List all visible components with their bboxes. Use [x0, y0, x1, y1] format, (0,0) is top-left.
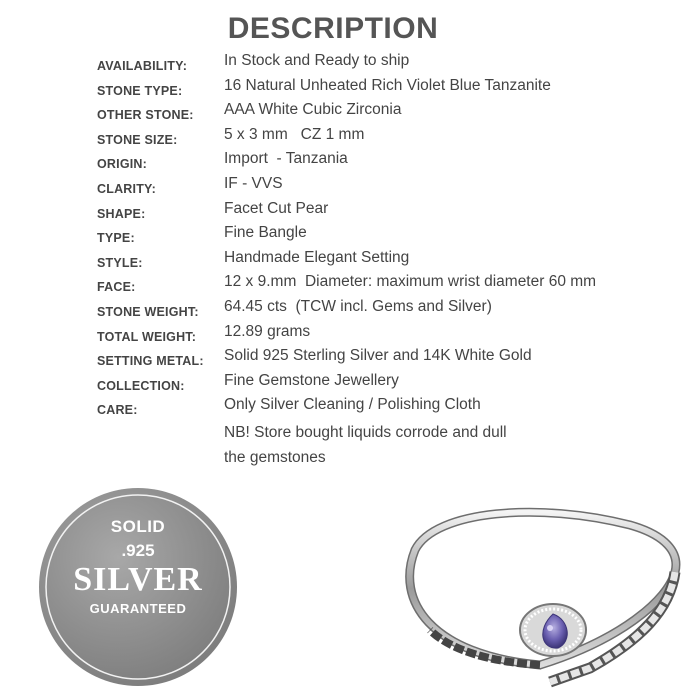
spec-value: 12.89 grams: [224, 322, 311, 340]
spec-value: 64.45 cts (TCW incl. Gems and Silver): [224, 297, 492, 315]
spec-value: AAA White Cubic Zirconia: [224, 101, 402, 119]
spec-label: OTHER STONE:: [97, 108, 194, 123]
spec-label: TOTAL WEIGHT:: [97, 329, 197, 344]
spec-value: 16 Natural Unheated Rich Violet Blue Tanzanite: [224, 76, 551, 94]
spec-label: STONE WEIGHT:: [97, 304, 199, 319]
spec-label: ORIGIN:: [97, 157, 148, 172]
spec-value: 12 x 9.mm Diameter: maximum wrist diameter 60 mm: [224, 273, 597, 291]
care-note-line-2: the gemstones: [224, 449, 326, 466]
spec-value: Import - Tanzania: [224, 150, 348, 168]
spec-value: IF - VVS: [224, 174, 283, 192]
spec-label: SETTING METAL:: [97, 354, 204, 369]
spec-label: CARE:: [97, 403, 138, 418]
spec-label: STONE SIZE:: [97, 132, 178, 147]
spec-label: SHAPE:: [97, 206, 146, 221]
spec-value: In Stock and Ready to ship: [224, 52, 410, 69]
seal-line-solid: SOLID: [110, 517, 166, 536]
spec-value: Only Silver Cleaning / Polishing Cloth: [224, 396, 481, 414]
spec-label: FACE:: [97, 280, 136, 295]
bangle-icon: [390, 490, 690, 690]
spec-value: Fine Bangle: [224, 224, 307, 242]
spec-label: TYPE:: [97, 231, 135, 246]
page-title: DESCRIPTION: [227, 12, 439, 45]
spec-label: STONE TYPE:: [97, 83, 183, 98]
spec-label: COLLECTION:: [97, 378, 185, 393]
spec-value: Handmade Elegant Setting: [224, 248, 410, 266]
seal-line-silver: SILVER: [73, 561, 203, 598]
spec-value: Solid 925 Sterling Silver and 14K White Gold: [224, 347, 532, 365]
spec-label: STYLE:: [97, 255, 143, 270]
spec-value: 5 x 3 mm CZ 1 mm: [224, 125, 365, 143]
spec-value: Facet Cut Pear: [224, 199, 329, 217]
care-note-line-1: NB! Store bought liquids corrode and dull: [224, 424, 507, 441]
seal-line-guaranteed: GUARANTEED: [89, 601, 187, 616]
spec-value: Fine Gemstone Jewellery: [224, 371, 399, 389]
bangle-product-image: [390, 490, 690, 690]
silver-guarantee-seal: [38, 487, 238, 687]
seal-line-925: .925: [121, 541, 155, 560]
spec-label: CLARITY:: [97, 181, 156, 196]
spec-label: AVAILABILITY:: [97, 59, 188, 73]
